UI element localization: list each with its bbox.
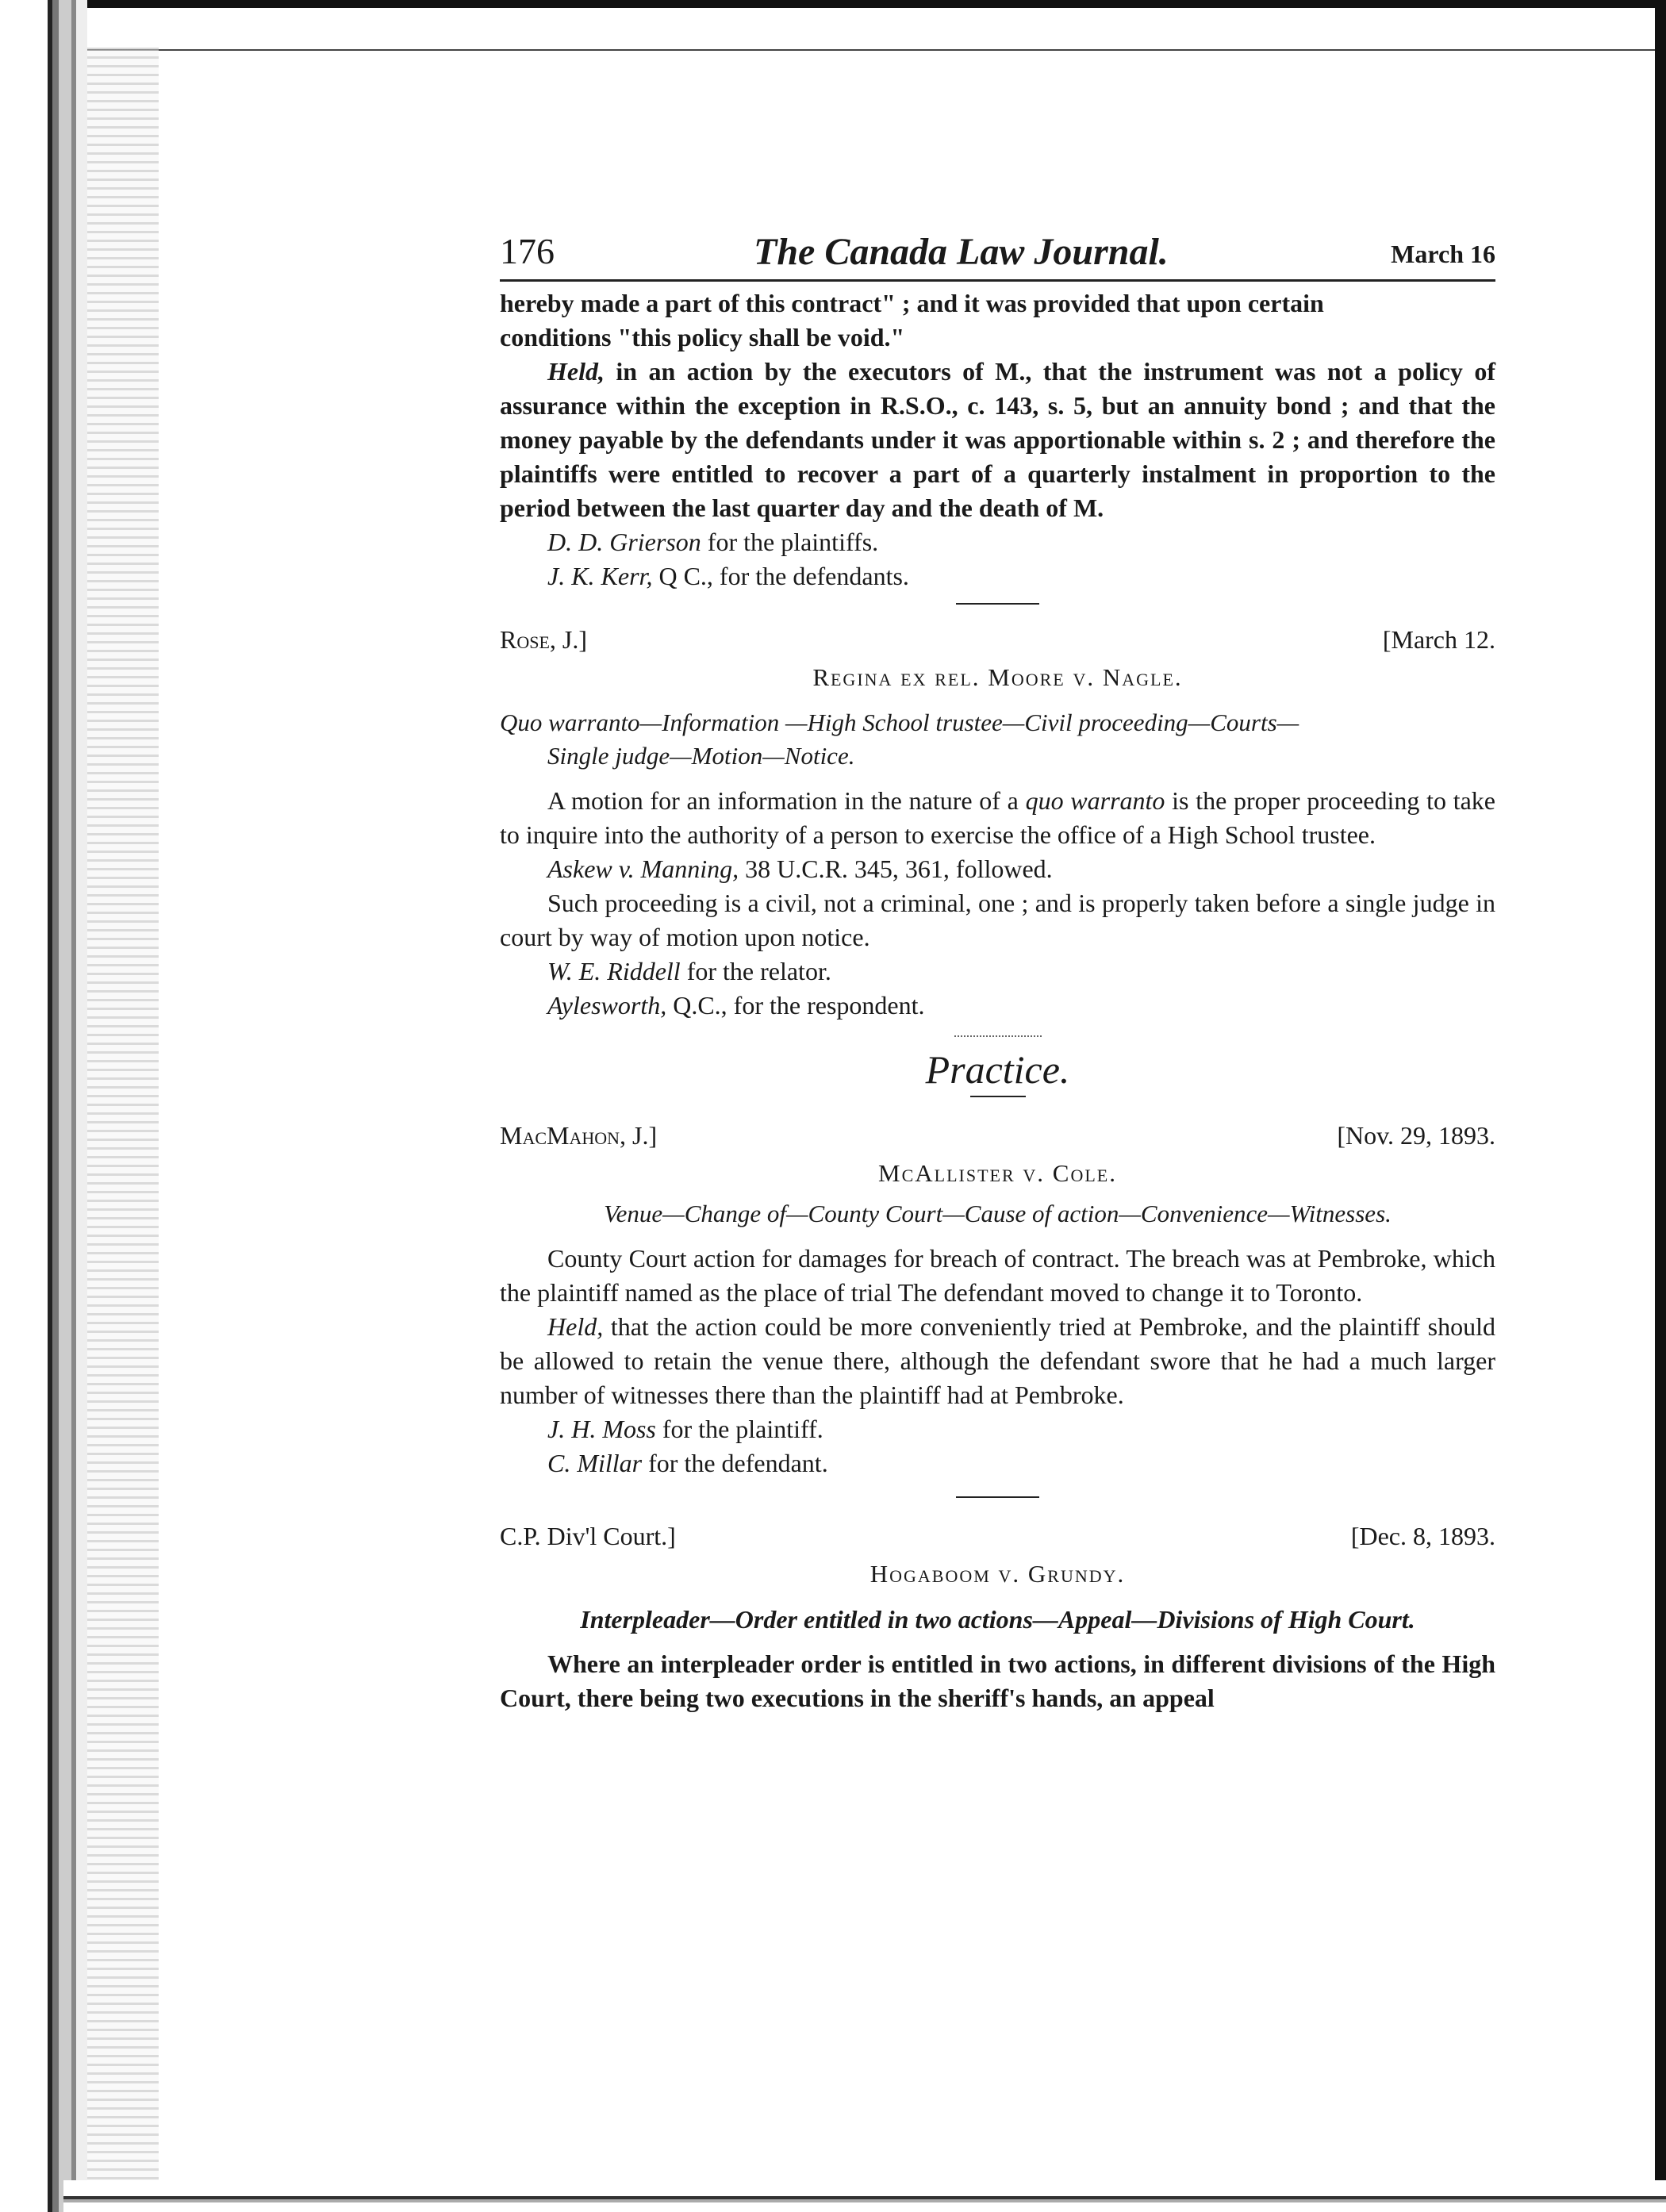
- decision-date: [March 12.: [1382, 625, 1495, 654]
- catchwords: Quo warranto—Information —High School trustee—Civil proceeding—Courts—: [500, 709, 1299, 736]
- decision-date: [Dec. 8, 1893.: [1350, 1522, 1495, 1550]
- journal-page: [500, 230, 1495, 1715]
- counsel-line: [500, 1412, 1495, 1446]
- paragraph: Such proceeding is a civil, not a criminal, one ; and is properly taken before a single judge in court by way of motion upon notice.: [500, 889, 1495, 951]
- counsel-line: [500, 559, 1495, 593]
- text: A motion for an information in the nature of a: [547, 786, 1026, 815]
- case-title: Hogaboom v. Grundy.: [869, 1560, 1126, 1588]
- counsel-line: [500, 525, 1495, 559]
- held-label: Held,: [547, 1312, 604, 1341]
- italic-term: quo warranto: [1025, 786, 1165, 815]
- held-paragraph: [500, 1310, 1495, 1412]
- decision-date: [Nov. 29, 1893.: [1337, 1121, 1495, 1150]
- counsel-line: [500, 1446, 1495, 1480]
- judge: Rose, J.]: [500, 625, 588, 654]
- counsel-role: for the relator.: [680, 957, 831, 985]
- divider-rule: [956, 603, 1039, 605]
- text-line: hereby made a part of this contract" ; and it was provided that upon certain: [500, 289, 1324, 317]
- counsel-role: for the plaintiffs.: [701, 528, 879, 556]
- counsel-name: J. H. Moss: [547, 1415, 656, 1443]
- held-paragraph: [500, 355, 1495, 525]
- court-name: C.P. Div'l Court.]: [500, 1522, 676, 1550]
- catchwords: Interpleader—Order entitled in two actions—Appeal—Divisions of High Court.: [580, 1605, 1415, 1634]
- text-line: conditions "this policy shall be void.": [500, 323, 905, 351]
- counsel-name: J. K. Kerr,: [547, 562, 653, 590]
- case-title: Regina ex rel. Moore v. Nagle.: [812, 663, 1183, 691]
- page-edges: [87, 48, 159, 2190]
- dotted-divider: [954, 1035, 1042, 1037]
- court-line: [500, 1121, 1495, 1156]
- section-heading: Practice.: [925, 1047, 1070, 1092]
- counsel-name: W. E. Riddell: [547, 957, 681, 985]
- court-line: [500, 625, 1495, 660]
- case-continued: [500, 286, 1495, 525]
- counsel-role: for the plaintiff.: [655, 1415, 823, 1443]
- counsel-line: [500, 954, 1495, 989]
- journal-title: The Canada Law Journal.: [754, 231, 1169, 273]
- running-head: [500, 230, 1495, 282]
- counsel-name: Aylesworth,: [547, 991, 667, 1020]
- case-title: McAllister v. Cole.: [878, 1159, 1117, 1187]
- page-number: 176: [500, 231, 555, 271]
- counsel-name: D. D. Grierson: [547, 528, 701, 556]
- text: is the proper proceeding to take to inquire into the authority of a person to exercise the office of a High School trustee.: [500, 786, 1496, 849]
- paragraph: Where an interpleader order is entitled in two actions, in different divisions of the High Court, there being two executions in the sheriff's hands, an appeal: [500, 1649, 1495, 1712]
- scan-top-edge: [48, 0, 1666, 56]
- citation: 38 U.C.R. 345, 361, followed.: [739, 854, 1053, 883]
- counsel-role: Q C., for the defendants.: [652, 562, 909, 590]
- scan-right-edge: [1655, 0, 1666, 2212]
- held-text: in an action by the executors of M., that the instrument was not a policy of assurance within the exception in R.S.O., c. 143, s. 5, but an annuity bond ; and that the money payable by the defendants under it was apportionable within s. 2 ; and therefore the plaintiffs were entitled to recover a part of a quarterly instalment in proportion to the period between the last quarter day and the death of M.: [500, 357, 1495, 522]
- judge: MacMahon, J.]: [500, 1121, 658, 1150]
- counsel-line: [500, 989, 1495, 1023]
- counsel-role: Q.C., for the respondent.: [666, 991, 925, 1020]
- court-line: [500, 1522, 1495, 1557]
- book-spine-shadow: [0, 0, 87, 2212]
- case-reference: Askew v. Manning,: [547, 854, 739, 883]
- paragraph: County Court action for damages for breach of contract. The breach was at Pembroke, which the plaintiff named as the place of trial The defendant moved to change it to Toronto.: [500, 1244, 1495, 1307]
- catchwords: Single judge—Motion—Notice.: [547, 742, 855, 770]
- reference-line: [500, 852, 1495, 886]
- held-label: Held,: [547, 357, 605, 386]
- held-text: that the action could be more conveniently tried at Pembroke, and the plaintiff should be allowed to retain the venue there, although the defendant swore that he had a much larger number of witnesses there than the plaintiff had at Pembroke.: [500, 1312, 1495, 1409]
- divider-rule: [956, 1496, 1039, 1498]
- counsel-name: C. Millar: [547, 1449, 643, 1477]
- counsel-role: for the defendant.: [642, 1449, 828, 1477]
- scan-bottom-edge: [63, 2180, 1666, 2212]
- paragraph: [500, 784, 1495, 852]
- divider-rule: [970, 1096, 1026, 1097]
- issue-date: March 16: [1391, 240, 1495, 268]
- catchwords: Venue—Change of—County Court—Cause of action—Convenience—Witnesses.: [604, 1200, 1392, 1227]
